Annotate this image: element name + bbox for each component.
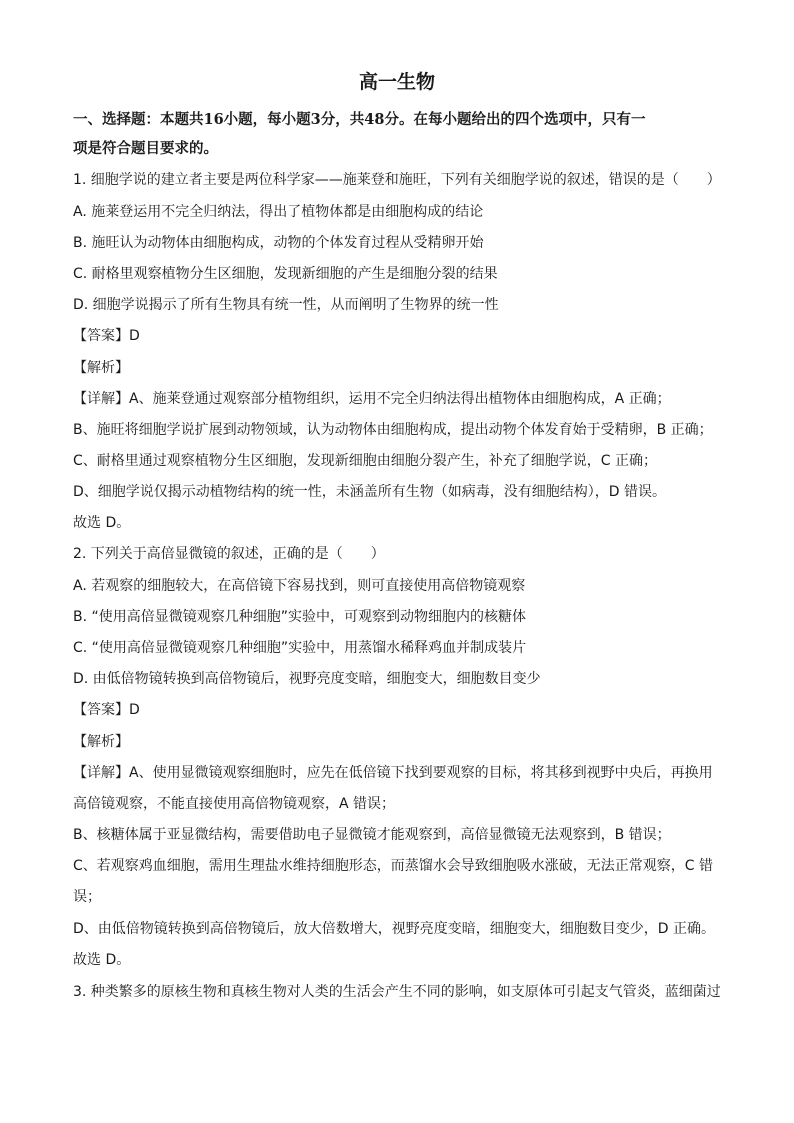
question-1-option-a: A. 施莱登运用不完全归纳法，得出了植物体都是由细胞构成的结论 [73, 204, 484, 220]
question-2-detail-line: B、核糖体属于亚显微结构，需要借助电子显微镜才能观察到，高倍显微镜无法观察到，B 错误； [73, 827, 671, 843]
question-2-option-c: C. “使用高倍显微镜观察几种细胞”实验中，用蒸馏水稀释鸡血并制成装片 [73, 640, 527, 656]
question-1-stem: 1. 细胞学说的建立者主要是两位科学家——施莱登和施旺，下列有关细胞学说的叙述，错误的是（ ） [73, 172, 721, 188]
question-1-conclusion: 故选 D。 [73, 515, 131, 531]
question-1-detail-line: C、耐格里通过观察植物分生区细胞，发现新细胞由细胞分裂产生，补充了细胞学说，C 正确； [73, 453, 657, 469]
question-1-detail-line: 【详解】A、施莱登通过观察部分植物组织，运用不完全归纳法得出植物体由细胞构成，A 正确； [73, 391, 671, 407]
section-header-line-1: 一、选择题：本题共16小题，每小题3分，共48分。在每小题给出的四个选项中，只有一 [73, 111, 646, 128]
question-1-option-c: C. 耐格里观察植物分生区细胞，发现新细胞的产生是细胞分裂的结果 [73, 266, 498, 282]
question-2-detail-line: 误； [73, 889, 101, 905]
question-2-detail-line: D、由低倍物镜转换到高倍物镜后，放大倍数增大，视野亮度变暗，细胞变大，细胞数目变少，D 正确。 [73, 921, 716, 937]
question-2-answer: 【答案】D [73, 702, 140, 718]
question-2-analysis-label: 【解析】 [73, 734, 129, 750]
section-header-line-2: 项是符合题目要求的。 [73, 140, 218, 157]
question-1-detail-line: B、施旺将细胞学说扩展到动物领域，认为动物体由细胞构成，提出动物个体发育始于受精卵，B 正确； [73, 422, 713, 438]
question-3-stem: 3. 种类繁多的原核生物和真核生物对人类的生活会产生不同的影响，如支原体可引起支气管炎，蓝细菌过 [73, 984, 721, 1000]
question-1-analysis-label: 【解析】 [73, 360, 129, 376]
question-2-detail-line: 【详解】A、使用显微镜观察细胞时，应先在低倍镜下找到要观察的目标，将其移到视野中央后，再换用 [73, 765, 713, 781]
question-2-stem: 2. 下列关于高倍显微镜的叙述，正确的是（ ） [73, 546, 385, 562]
question-2-detail-line: 高倍镜观察，不能直接使用高倍物镜观察，A 错误； [73, 796, 396, 812]
question-1-answer: 【答案】D [73, 328, 140, 344]
document-title: 高一生物 [358, 71, 435, 93]
question-1-detail-line: D、细胞学说仅揭示动植物结构的统一性，未涵盖所有生物（如病毒，没有细胞结构），D 错误。 [73, 484, 667, 500]
question-2-option-a: A. 若观察的细胞较大，在高倍镜下容易找到，则可直接使用高倍物镜观察 [73, 578, 526, 594]
question-1-option-d: D. 细胞学说揭示了所有生物具有统一性，从而阐明了生物界的统一性 [73, 297, 499, 313]
question-2-detail-line: C、若观察鸡血细胞，需用生理盐水维持细胞形态，而蒸馏水会导致细胞吸水涨破，无法正常观察，C 错 [73, 858, 713, 874]
question-2-option-d: D. 由低倍物镜转换到高倍物镜后，视野亮度变暗，细胞变大，细胞数目变少 [73, 671, 541, 687]
question-2-option-b: B. “使用高倍显微镜观察几种细胞”实验中，可观察到动物细胞内的核糖体 [73, 609, 527, 625]
question-2-conclusion: 故选 D。 [73, 952, 131, 968]
question-1-option-b: B. 施旺认为动物体由细胞构成，动物的个体发育过程从受精卵开始 [73, 235, 484, 251]
